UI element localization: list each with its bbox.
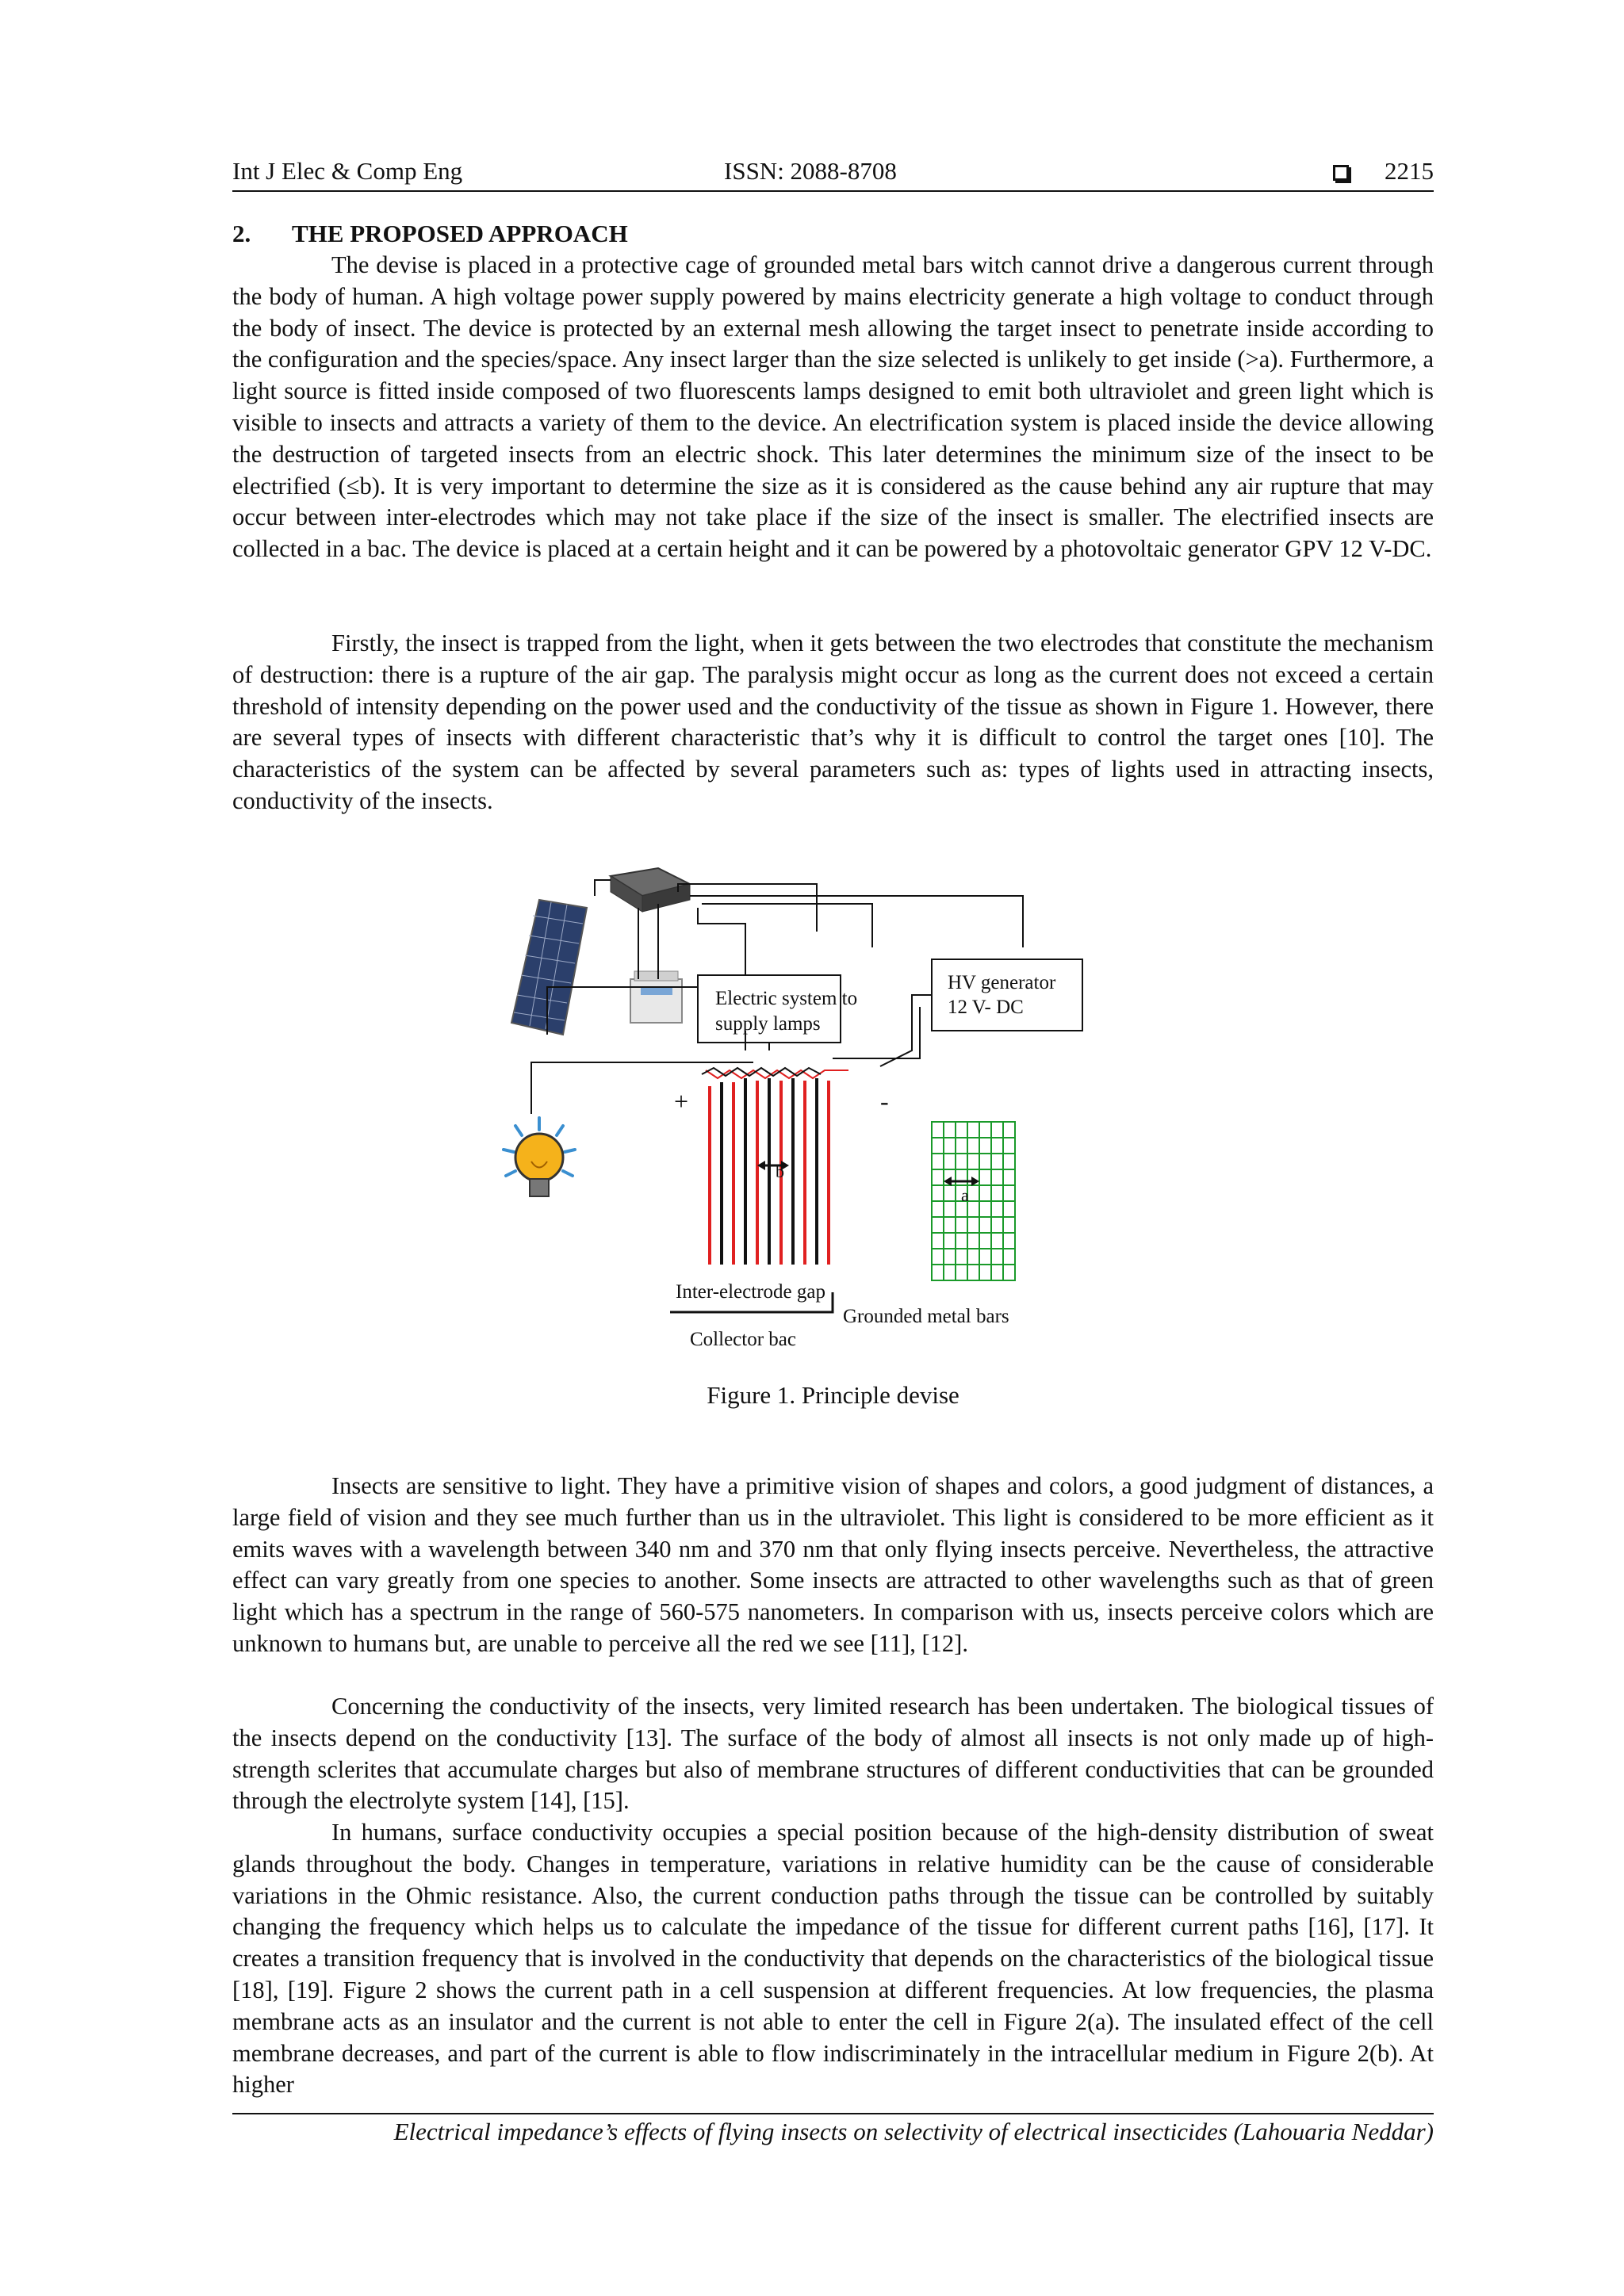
solar-panel-icon [511,900,587,1035]
paragraph-5: In humans, surface conductivity occupies a special position because of the high-density distribution of sweat glands throughout the body. Changes in temperature, variations in relative humidity can be the cause of considerable variations in the Ohmic resistance. Also, the current conduction paths through the tissue can be controlled by suitably changing the frequency which helps us to calculate the impedance of the tissue for different current paths [16], [17]. It creates a transition frequency that is involved in the conductivity that depends on the characteristics of the biological tissue [18], [19]. Figure 2 shows the current path in a cell suspension at different frequencies. At low frequencies, the plasma membrane acts as an insulator and the current is not able to enter the cell in Figure 2(a). The insulated effect of the cell membrane decreases, and part of the current is able to flow indiscriminately in the intracellular medium in Figure 2(b). At higher [232,1819,1434,2099]
page-header [232,152,1434,190]
gap-label-b: b [776,1161,784,1181]
checkbox-icon [1333,165,1349,181]
header-rule [232,190,1434,192]
paragraph-2: Firstly, the insect is trapped from the light, when it gets between the two electrodes that constitute the mechanism of destruction: there is a rupture of the air gap. The paralysis might occur as long as the current does not exceed a certain threshold of intensity depending on the power used and the conductivity of the tissue as shown in Figure 1. However, there are several types of insects with different characteristic that’s why it is difficult to control the target ones [10]. The characteristics of the system can be affected by several parameters such as: types of lights used in attracting insects, conductivity of the insects. [232,629,1434,814]
page-number: 2215 [1385,157,1434,185]
inter-electrode-label: Inter-electrode gap [676,1281,825,1303]
footer-rule [232,2113,1434,2114]
section-number: 2. [232,220,251,247]
hv-generator-box [932,959,1082,1031]
hv-generator-label-2: 12 V- DC [948,997,1024,1018]
hv-generator-label-1: HV generator [948,972,1056,993]
page-number-group [1333,152,1434,190]
issn: ISSN: 2088-8708 [724,157,897,185]
principle-diagram [500,860,1182,1360]
electric-system-label-1: Electric system to [715,988,858,1009]
minus-sign: - [880,1087,889,1115]
electrodes [702,1068,848,1265]
electric-system-label-2: supply lamps [715,1013,821,1035]
section-title: THE PROPOSED APPROACH [292,220,628,247]
section-heading [232,218,628,250]
paragraph-1: The devise is placed in a protective cage of grounded metal bars witch cannot drive a dangerous current through the body of human. A high voltage power supply powered by mains electricity generate a high voltage to conduct through the body of insect. The device is protected by an external mesh allowing the target insect to penetrate inside according to the configuration and the species/space. Any insect larger than the size selected is unlikely to get inside (>a). Furthermore, a light source is fitted inside composed of two fluorescents lamps designed to emit both ultraviolet and green light which is visible to insects and attracts a variety of them to the device. An electrification system is placed inside the device allowing the destruction of targeted insects from an electric shock. This later determines the minimum size of the insect to be electrified (≤b). It is very important to determine the size as it is considered as the cause behind any air rupture that may occur between inter-electrodes which may not take place if the size of the insect is smaller. The electrified insects are collected in a bac. The device is placed at a certain height and it can be powered by a photovoltaic generator GPV 12 V-DC. [232,251,1434,563]
plus-sign: + [674,1087,689,1115]
journal-name: Int J Elec & Comp Eng [232,157,463,185]
mesh-label-a: a [961,1185,969,1205]
page-footer: Electrical impedance’s effects of flying insects on selectivity of electrical insecticides (Lahouaria Neddar) [393,2118,1434,2145]
figure-caption: Figure 1. Principle devise [707,1381,959,1409]
collector-label: Collector bac [690,1329,796,1350]
paragraph-3: Insects are sensitive to light. They have a primitive vision of shapes and colors, a good judgment of distances, a large field of vision and they see much further than us in the ultraviolet. This light is considered to be more efficient as it emits waves with a wavelength between 340 nm and 370 nm that only flying insects perceive. Nevertheless, the attractive effect can vary greatly from one species to another. Some insects are attracted to other wavelengths such as that of green light which has a spectrum in the range of 560-575 nanometers. In comparison with us, insects perceive colors which are unknown to humans but, are unable to perceive all the red we see [11], [12]. [232,1472,1434,1657]
grounded-bars-label: Grounded metal bars [843,1306,1009,1327]
grounded-mesh [932,1122,1015,1280]
paragraph-4: Concerning the conductivity of the insects, very limited research has been undertaken. The biological tissues of the insects depend on the conductivity [13]. The surface of the body of almost all insects is not only made up of high-strength sclerites that accumulate charges but also of membrane structures of different conductivities that can be grounded through the electrolyte system [14], [15]. [232,1693,1434,1815]
lamp-icon [504,1118,575,1196]
figure-1 [500,860,1182,1360]
